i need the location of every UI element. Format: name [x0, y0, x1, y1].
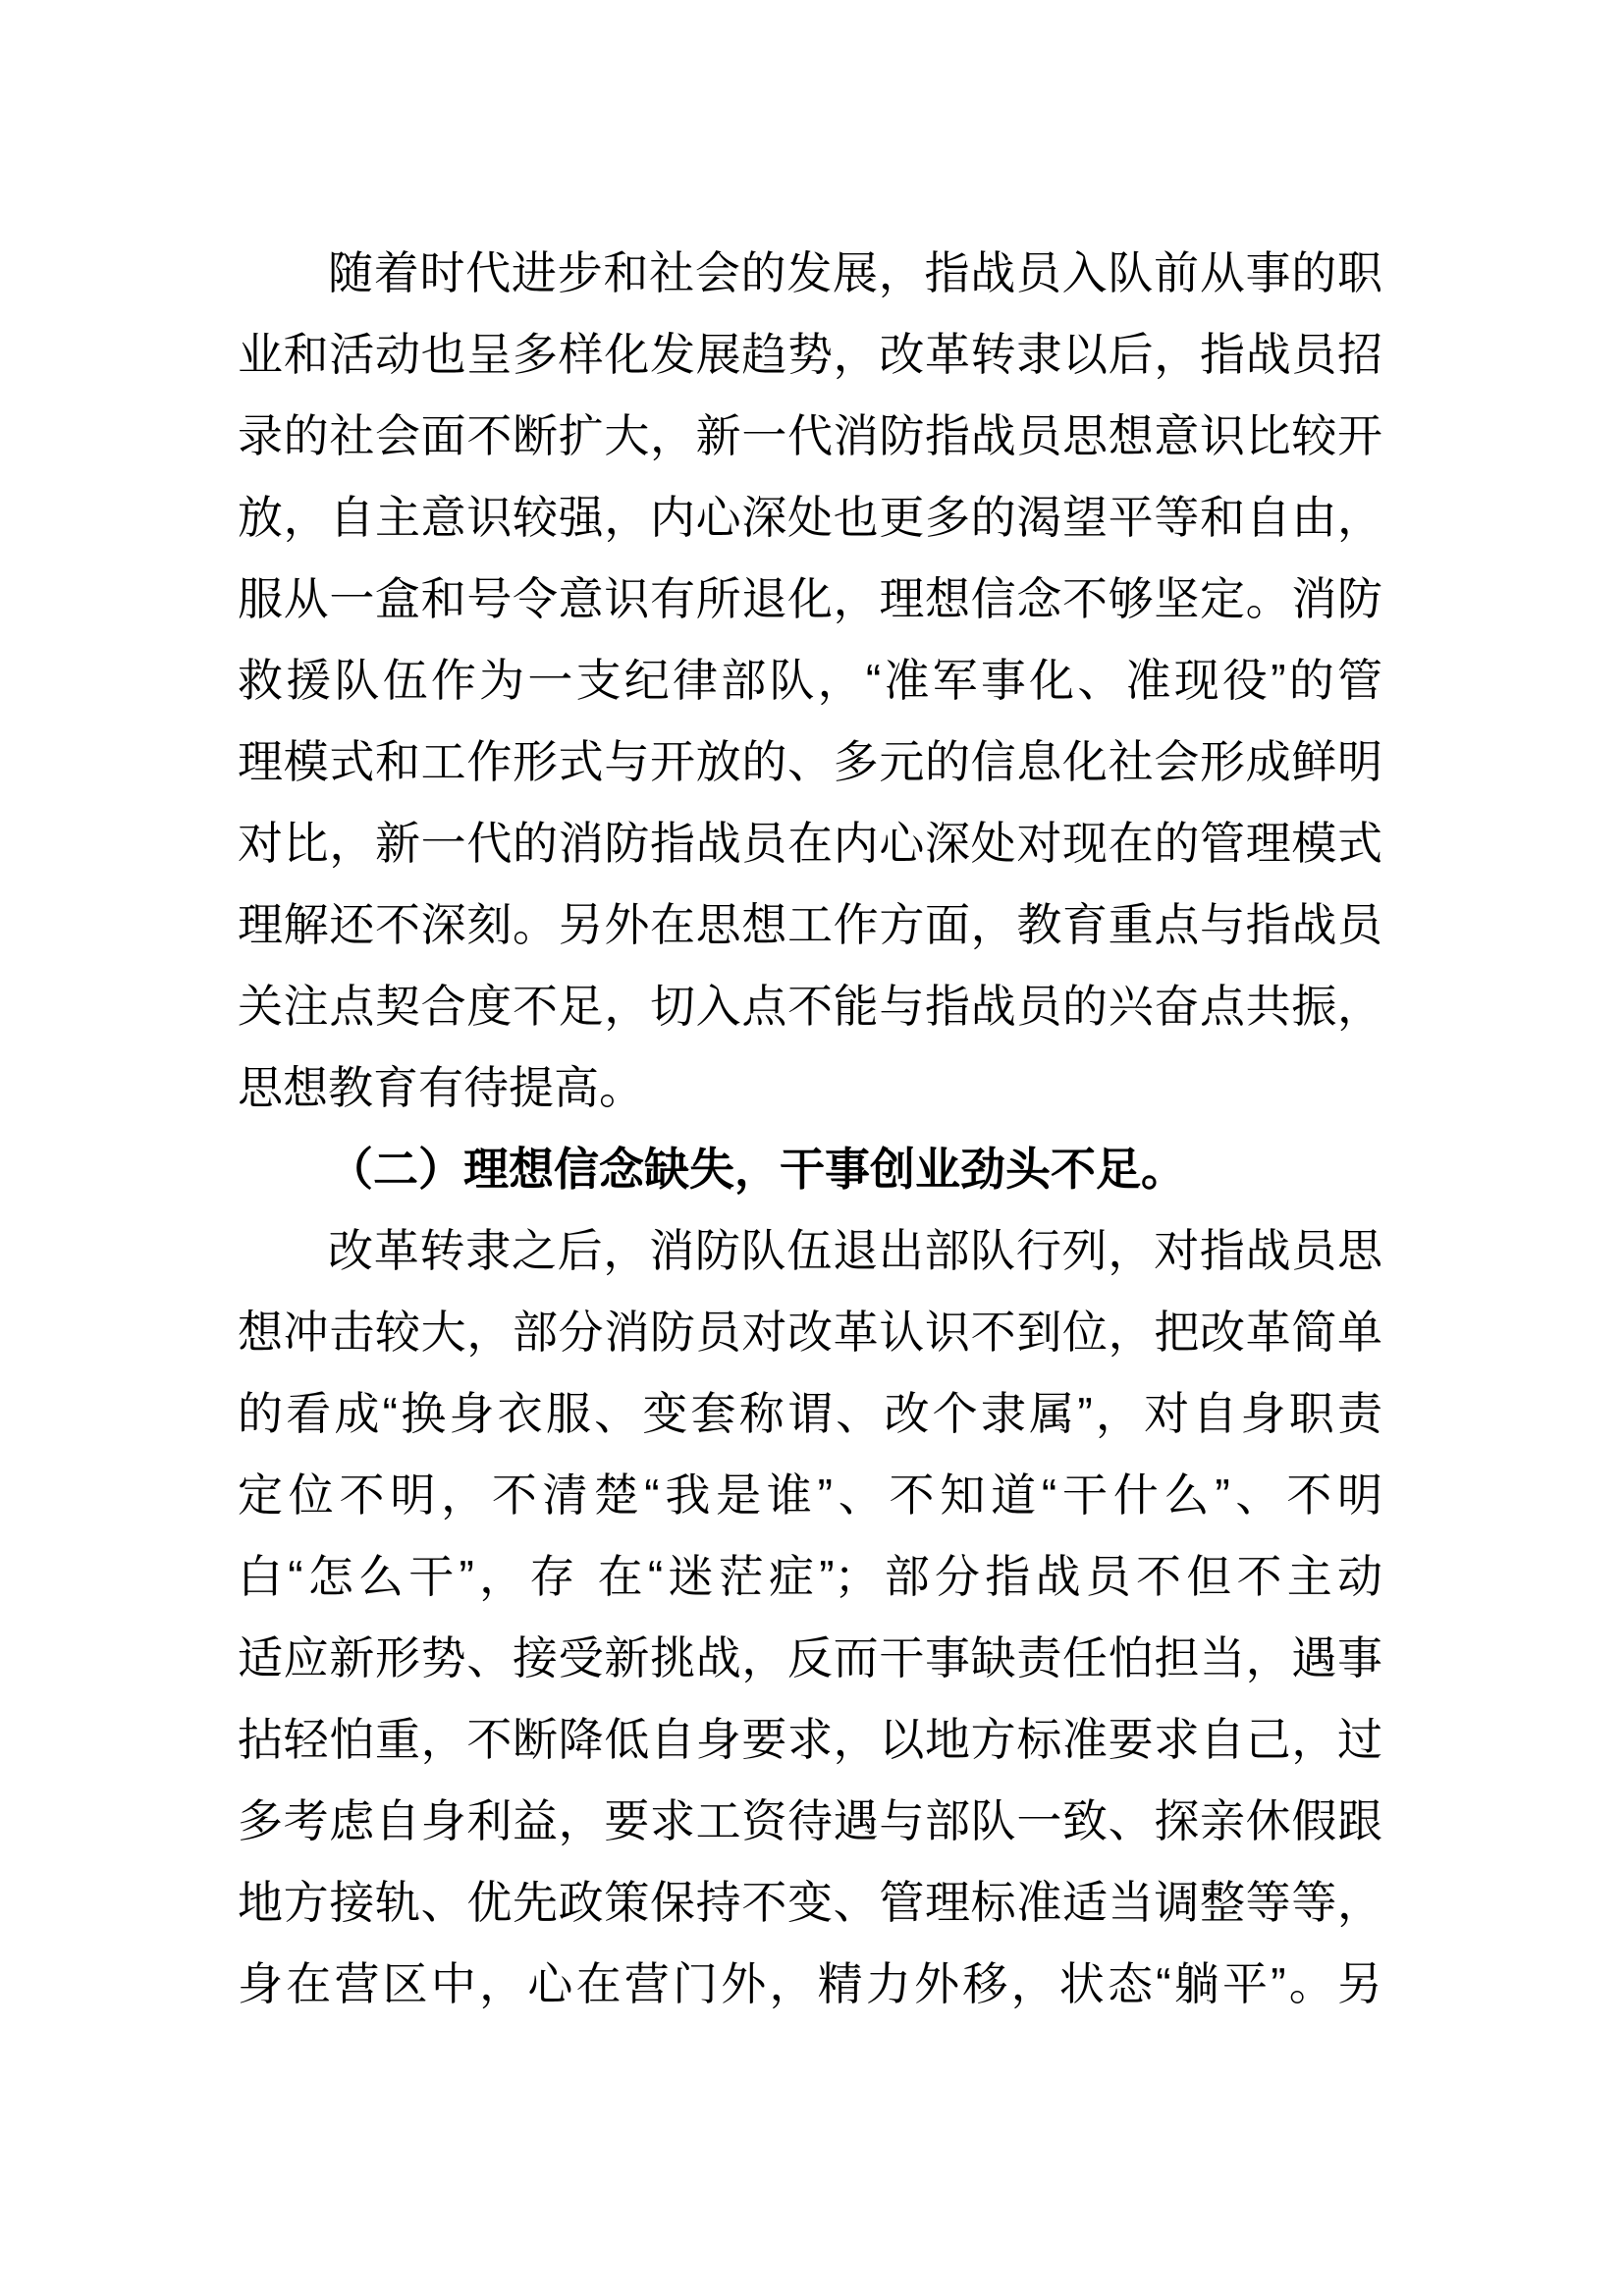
paragraph-line: 改革转隶之后，消防队伍退出部队行列，对指战员思 [328, 1225, 1382, 1276]
paragraph-line: 关注点契合度不足，切入点不能与指战员的兴奋点共振， [238, 981, 1382, 1032]
paragraph-line: 服从一盒和号令意识有所退化，理想信念不够坚定。消防 [238, 573, 1382, 624]
paragraph-line: 定位不明，不清楚“我是谁”、不知道“干什么”、不明 [238, 1469, 1382, 1521]
section-heading: （二）理想信念缺失，干事创业劲头不足。 [328, 1144, 1186, 1195]
paragraph-1 [238, 233, 1382, 1129]
paragraph-line: 拈轻怕重，不断降低自身要求，以地方标准要求自己，过 [238, 1714, 1382, 1765]
paragraph-line: 的看成“换身衣服、变套称谓、改个隶属”，对自身职责 [238, 1388, 1382, 1439]
paragraph-line: 想冲击较大，部分消防员对改革认识不到位，把改革简单 [238, 1307, 1382, 1358]
paragraph-line: 放，自主意识较强，内心深处也更多的渴望平等和自由， [238, 492, 1382, 543]
paragraph-line: 救援队伍作为一支纪律部队，“准军事化、准现役”的管 [238, 655, 1382, 706]
paragraph-line: 白“怎么干”，存 在“迷茫症”；部分指战员不但不主动 [238, 1551, 1382, 1602]
paragraph-line: 身在营区中，心在营门外，精力外移，状态“躺平”。另 [238, 1958, 1382, 2009]
paragraph-line: 理解还不深刻。另外在思想工作方面，教育重点与指战员 [238, 899, 1382, 950]
paragraph-line: 多考虑自身利益，要求工资待遇与部队一致、探亲休假跟 [238, 1795, 1382, 1846]
paragraph-line: 适应新形势、接受新挑战，反而干事缺责任怕担当，遇事 [238, 1632, 1382, 1683]
paragraph-line: 对比，新一代的消防指战员在内心深处对现在的管理模式 [238, 818, 1382, 869]
document-text-block [238, 233, 1382, 2025]
paragraph-line: 思想教育有待提高。 [238, 1062, 644, 1113]
paragraph-2 [238, 1210, 1382, 2025]
paragraph-line: 随着时代进步和社会的发展，指战员入队前从事的职 [328, 247, 1382, 298]
paragraph-line: 理模式和工作形式与开放的、多元的信息化社会形成鲜明 [238, 736, 1382, 787]
paragraph-line: 业和活动也呈多样化发展趋势，改革转隶以后，指战员招 [238, 329, 1382, 380]
paragraph-line: 地方接轨、优先政策保持不变、管理标准适当调整等等， [238, 1877, 1382, 1928]
paragraph-line: 录的社会面不断扩大，新一代消防指战员思想意识比较开 [238, 410, 1382, 461]
